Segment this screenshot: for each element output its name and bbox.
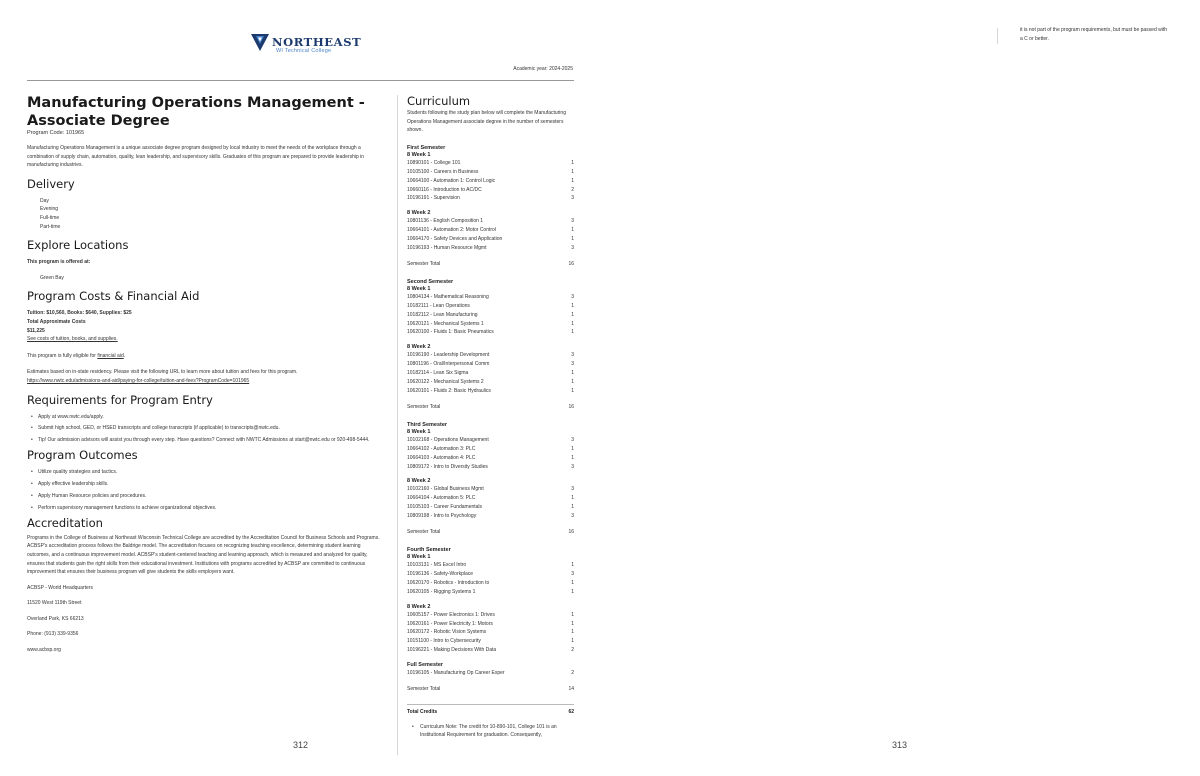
course-credits: 3 bbox=[571, 436, 574, 443]
course-name: 10804134 - Mathematical Reasoning bbox=[407, 293, 489, 300]
course-row bbox=[407, 646, 574, 655]
requirement-item: • Tip! Our admission advisors will assist you through every step. Have questions? Connect with NWTC Admissions at start@nwtc.edu or 920-498-5444. bbox=[38, 436, 382, 445]
accreditation-phone: Phone: (913) 339-9356 bbox=[27, 631, 79, 638]
program-info-column bbox=[27, 94, 382, 655]
course-name: 10890101 - College 101 bbox=[407, 159, 461, 166]
financial-aid-suffix: . bbox=[123, 352, 126, 359]
tuition-url-link[interactable]: https://www.nwtc.edu/admissions-and-aid/paying-for-college/tuition-and-fees?ProgramCode=101965 bbox=[27, 377, 250, 384]
estimate-text: Estimates based on in-state residency. Please visit the following URL to learn more about tuition and fees for this program. bbox=[27, 369, 298, 376]
see-costs-link[interactable]: See costs of tuition, books, and supplies. bbox=[27, 336, 118, 343]
outcomes-heading: Program Outcomes bbox=[27, 448, 138, 463]
semester-total bbox=[407, 403, 574, 412]
course-row bbox=[407, 454, 574, 463]
curriculum-note-continued: it is not part of the program requirements, but must be passed with a C or better. bbox=[1020, 27, 1168, 42]
accreditation-address-line: Overland Park, KS 66213 bbox=[27, 615, 84, 622]
logo-name: NORTHEAST bbox=[272, 35, 362, 49]
course-name: 10809172 - Intro to Diversity Studies bbox=[407, 463, 488, 470]
course-credits: 1 bbox=[571, 504, 574, 511]
course-name: 10196191 - Supervision bbox=[407, 195, 460, 202]
course-name: 10605157 - Power Electronics 1: Drives bbox=[407, 611, 495, 618]
course-row bbox=[407, 570, 574, 579]
course-name: 10196105 - Manufacturing Op Career Exper bbox=[407, 670, 505, 677]
locations-offered-label: This program is offered at: bbox=[27, 259, 91, 266]
delivery-item: Evening bbox=[40, 206, 59, 213]
course-row bbox=[407, 620, 574, 629]
delivery-item: Day bbox=[40, 197, 49, 204]
term-title: 8 Week 2 bbox=[407, 344, 431, 351]
course-name: 10196193 - Human Resource Mgmt bbox=[407, 245, 487, 252]
course-credits: 1 bbox=[571, 445, 574, 452]
course-name: 10801196 - Oral/Interpersonal Comm bbox=[407, 361, 490, 368]
right-page-divider bbox=[997, 28, 998, 44]
course-credits: 1 bbox=[571, 177, 574, 184]
course-row bbox=[407, 351, 574, 360]
course-row bbox=[407, 436, 574, 445]
program-title: Manufacturing Operations Management - Associate Degree bbox=[27, 95, 365, 129]
course-credits: 1 bbox=[571, 370, 574, 377]
course-credits: 3 bbox=[571, 218, 574, 225]
course-row bbox=[407, 311, 574, 320]
course-row bbox=[407, 378, 574, 387]
course-name: 10664103 - Automation 4: PLC bbox=[407, 454, 476, 461]
requirement-item: • Submit high school, GED, or HSED transcripts and college transcripts (if applicable) to transcripts@nwtc.edu. bbox=[38, 424, 382, 433]
curriculum-intro: Students following the study plan below will complete the Manufacturing Operations Management associate degree in the number of semesters shown. bbox=[407, 110, 566, 134]
financial-aid-link[interactable]: financial aid bbox=[97, 352, 124, 359]
course-row bbox=[407, 369, 574, 378]
locations-list bbox=[27, 274, 382, 283]
course-name: 10664170 - Safety Devices and Application bbox=[407, 236, 503, 243]
costs-breakdown: Tuition: $10,560, Books: $640, Supplies: $25 bbox=[27, 310, 132, 317]
requirement-item: • Apply at www.nwtc.edu/apply. bbox=[38, 413, 382, 422]
curriculum-column bbox=[407, 94, 574, 740]
course-credits: 1 bbox=[571, 495, 574, 502]
semester-total bbox=[407, 260, 574, 269]
course-row bbox=[407, 669, 574, 678]
financial-aid-prefix: This program is fully eligible for bbox=[27, 352, 98, 359]
course-credits: 3 bbox=[571, 195, 574, 202]
course-credits: 1 bbox=[571, 620, 574, 627]
course-row bbox=[407, 194, 574, 203]
term-title: Full Semester bbox=[407, 662, 444, 669]
page-right bbox=[600, 0, 1200, 776]
course-name: 10620170 - Robotics - Introduction to bbox=[407, 579, 490, 586]
delivery-item: Full-time bbox=[40, 214, 60, 221]
semester-total-label: Semester Total bbox=[407, 403, 441, 410]
semester-title: First Semester bbox=[407, 144, 446, 151]
course-row bbox=[407, 226, 574, 235]
delivery-item: Part-time bbox=[40, 223, 61, 230]
semester-total-label: Semester Total bbox=[407, 529, 441, 536]
outcome-item: • Apply Human Resource policies and procedures. bbox=[38, 492, 382, 501]
accreditation-address-line: ACBSP - World Headquarters bbox=[27, 584, 93, 591]
semester-title: Third Semester bbox=[407, 421, 448, 428]
term-title: 8 Week 1 bbox=[407, 151, 431, 158]
course-row bbox=[407, 302, 574, 311]
course-credits: 1 bbox=[571, 629, 574, 636]
course-name: 10809198 - Intro to Psychology bbox=[407, 513, 477, 520]
course-credits: 1 bbox=[571, 388, 574, 394]
course-name: 10664100 - Automation 1: Control Logic bbox=[407, 177, 496, 184]
course-row bbox=[407, 159, 574, 168]
course-row bbox=[407, 320, 574, 329]
course-name: 10664101 - Automation 2: Motor Control bbox=[407, 227, 496, 234]
course-credits: 1 bbox=[571, 454, 574, 461]
course-name: 10105100 - Careers in Business bbox=[407, 168, 479, 175]
course-credits: 1 bbox=[571, 379, 574, 386]
course-name: 10196136 - Safety-Workplace bbox=[407, 570, 474, 577]
page-number-right: 313 bbox=[892, 740, 908, 750]
column-divider bbox=[397, 95, 398, 755]
course-credits: 3 bbox=[571, 245, 574, 252]
outcome-item: • Utilize quality strategies and tactics. bbox=[38, 468, 382, 477]
course-row bbox=[407, 168, 574, 177]
semester-title: Fourth Semester bbox=[407, 546, 451, 553]
course-credits: 1 bbox=[571, 561, 574, 568]
page-number-left: 312 bbox=[293, 740, 309, 750]
course-name: 10620100 - Fluids 1: Basic Pneumatics bbox=[407, 329, 494, 336]
delivery-heading: Delivery bbox=[27, 176, 75, 191]
accreditation-text: Programs in the College of Business at Northeast Wisconsin Technical College are accredited by the Accreditation Council for Business Schools and Programs. ACBSP's accreditation process follows the Baldrige model. The accreditation focuses on recognizing teaching excellence, determining student learning outcomes, and a continuous improvement model. ACBSP's student-centered teaching and learning approach, which is measured and analyzed for quality, ensures that students gain the right skills from their educational investment. Institutions with programs accredited by ACBSP are committed to continuous improvement that ensures their business program will give students the skills employers want. bbox=[27, 534, 380, 576]
course-name: 10182111 - Lean Operations bbox=[407, 302, 470, 309]
logo-subtitle: WI Technical College bbox=[276, 48, 332, 54]
course-credits: 3 bbox=[571, 352, 574, 359]
course-credits: 1 bbox=[571, 168, 574, 175]
course-name: 10664102 - Automation 3: PLC bbox=[407, 445, 476, 452]
requirements-list bbox=[27, 413, 382, 445]
logo-mark-icon bbox=[250, 32, 270, 52]
accreditation-website: www.acbsp.org bbox=[27, 647, 61, 654]
course-name: 10196190 - Leadership Development bbox=[407, 352, 490, 359]
course-row bbox=[407, 463, 574, 472]
course-credits: 1 bbox=[571, 588, 574, 595]
course-row bbox=[407, 512, 574, 521]
course-row bbox=[407, 503, 574, 512]
course-name: 10196221 - Making Decisions With Data bbox=[407, 647, 497, 654]
curriculum-note: • Curriculum Note: The credit for 10-890-101, College 101 is an Institutional Requirement for graduation. Consequently, bbox=[407, 723, 574, 740]
course-row bbox=[407, 611, 574, 620]
course-credits: 2 bbox=[571, 186, 574, 193]
course-credits: 3 bbox=[571, 463, 574, 470]
course-credits: 1 bbox=[571, 159, 574, 166]
course-credits: 1 bbox=[571, 320, 574, 327]
total-credits bbox=[407, 708, 574, 717]
term-title: 8 Week 1 bbox=[407, 285, 431, 292]
course-row bbox=[407, 387, 574, 396]
term-title: 8 Week 1 bbox=[407, 553, 431, 560]
course-credits: 3 bbox=[571, 513, 574, 520]
course-row bbox=[407, 561, 574, 570]
course-row bbox=[407, 485, 574, 494]
semester-total bbox=[407, 528, 574, 537]
course-name: 10151100 - Intro to Cybersecurity bbox=[407, 638, 481, 645]
course-credits: 1 bbox=[571, 611, 574, 618]
course-name: 10620172 - Robotic Vision Systems bbox=[407, 629, 487, 636]
course-row bbox=[407, 328, 574, 337]
course-credits: 3 bbox=[571, 486, 574, 493]
college-logo bbox=[250, 32, 360, 56]
costs-total-value: $11,225 bbox=[27, 327, 45, 334]
course-row bbox=[407, 445, 574, 454]
requirements-heading: Requirements for Program Entry bbox=[27, 392, 213, 407]
course-credits: 2 bbox=[571, 670, 574, 677]
semester-total-value: 16 bbox=[568, 529, 574, 536]
course-credits: 3 bbox=[571, 570, 574, 577]
course-row bbox=[407, 235, 574, 244]
course-credits: 1 bbox=[571, 329, 574, 336]
course-row bbox=[407, 293, 574, 302]
course-name: 10182114 - Lean Six Sigma bbox=[407, 370, 469, 377]
outcome-item: • Apply effective leadership skills. bbox=[38, 480, 382, 489]
course-row bbox=[407, 494, 574, 503]
course-name: 10620121 - Mechanical Systems 1 bbox=[407, 320, 484, 327]
course-row bbox=[407, 588, 574, 597]
costs-total-label: Total Approximate Costs bbox=[27, 318, 86, 325]
course-row bbox=[407, 628, 574, 637]
course-name: 10620101 - Fluids 2: Basic Hydraulics bbox=[407, 388, 491, 394]
course-name: 10620122 - Mechanical Systems 2 bbox=[407, 379, 484, 386]
course-credits: 1 bbox=[571, 236, 574, 243]
course-row bbox=[407, 579, 574, 588]
course-name: 10660116 - Introduction to AC/DC bbox=[407, 186, 482, 193]
program-description: Manufacturing Operations Management is a unique associate degree program designed by local industry to meet the needs of the workplace through a combination of supply chain, automation, quality, lean leadership, and supervisory skills. Graduates of this program are prepared to provide leadership in manufacturing industries. bbox=[27, 145, 365, 169]
curriculum-heading: Curriculum bbox=[407, 94, 471, 108]
outcomes-list bbox=[27, 468, 382, 512]
semester-total-value: 14 bbox=[568, 686, 574, 693]
course-row bbox=[407, 217, 574, 226]
course-credits: 1 bbox=[571, 579, 574, 586]
course-row bbox=[407, 177, 574, 186]
course-credits: 3 bbox=[571, 361, 574, 368]
total-divider bbox=[407, 704, 574, 705]
academic-year: Academic year: 2024-2025 bbox=[513, 66, 573, 72]
course-name: 10182112 - Lean Manufacturing bbox=[407, 311, 478, 318]
course-name: 10102160 - Global Business Mgmt bbox=[407, 486, 484, 493]
term-title: 8 Week 2 bbox=[407, 210, 431, 217]
delivery-list bbox=[27, 197, 382, 231]
semester-total-value: 16 bbox=[568, 403, 574, 410]
term-title: 8 Week 2 bbox=[407, 478, 431, 485]
financial-aid-text bbox=[27, 352, 382, 361]
accreditation-address-line: 11520 West 119th Street bbox=[27, 600, 82, 607]
location-item: Green Bay bbox=[40, 274, 64, 281]
semester-total bbox=[407, 685, 574, 694]
course-name: 10620105 - Rigging Systems 1 bbox=[407, 588, 476, 595]
course-credits: 3 bbox=[571, 293, 574, 300]
course-credits: 1 bbox=[571, 227, 574, 234]
course-row bbox=[407, 637, 574, 646]
semester-total-label: Semester Total bbox=[407, 686, 441, 693]
course-row bbox=[407, 360, 574, 369]
semester-total-label: Semester Total bbox=[407, 260, 441, 267]
semester-title: Second Semester bbox=[407, 278, 454, 285]
accreditation-heading: Accreditation bbox=[27, 515, 103, 530]
outcome-item: • Perform supervisory management functions to achieve organizational objectives. bbox=[38, 504, 382, 513]
course-name: 10105103 - Career Fundamentals bbox=[407, 504, 483, 511]
course-name: 10103131 - MS Excel Intro bbox=[407, 561, 467, 568]
course-credits: 1 bbox=[571, 302, 574, 309]
course-name: 10801136 - English Composition 1 bbox=[407, 218, 484, 225]
program-code: Program Code: 101965 bbox=[27, 130, 85, 136]
costs-heading: Program Costs & Financial Aid bbox=[27, 289, 200, 304]
course-credits: 1 bbox=[571, 638, 574, 645]
locations-heading: Explore Locations bbox=[27, 238, 129, 253]
course-name: 10102168 - Operations Management bbox=[407, 436, 489, 443]
course-row bbox=[407, 244, 574, 253]
term-title: 8 Week 1 bbox=[407, 428, 431, 435]
top-divider bbox=[27, 80, 574, 81]
total-credits-value: 62 bbox=[568, 708, 574, 715]
course-name: 10620161 - Power Electricity 1: Motors bbox=[407, 620, 493, 627]
course-credits: 1 bbox=[571, 311, 574, 318]
course-row bbox=[407, 186, 574, 195]
course-name: 10664104 - Automation 5: PLC bbox=[407, 495, 476, 502]
term-title: 8 Week 2 bbox=[407, 603, 431, 610]
course-credits: 2 bbox=[571, 647, 574, 654]
semester-total-value: 16 bbox=[568, 260, 574, 267]
total-credits-label: Total Credits bbox=[407, 708, 438, 715]
